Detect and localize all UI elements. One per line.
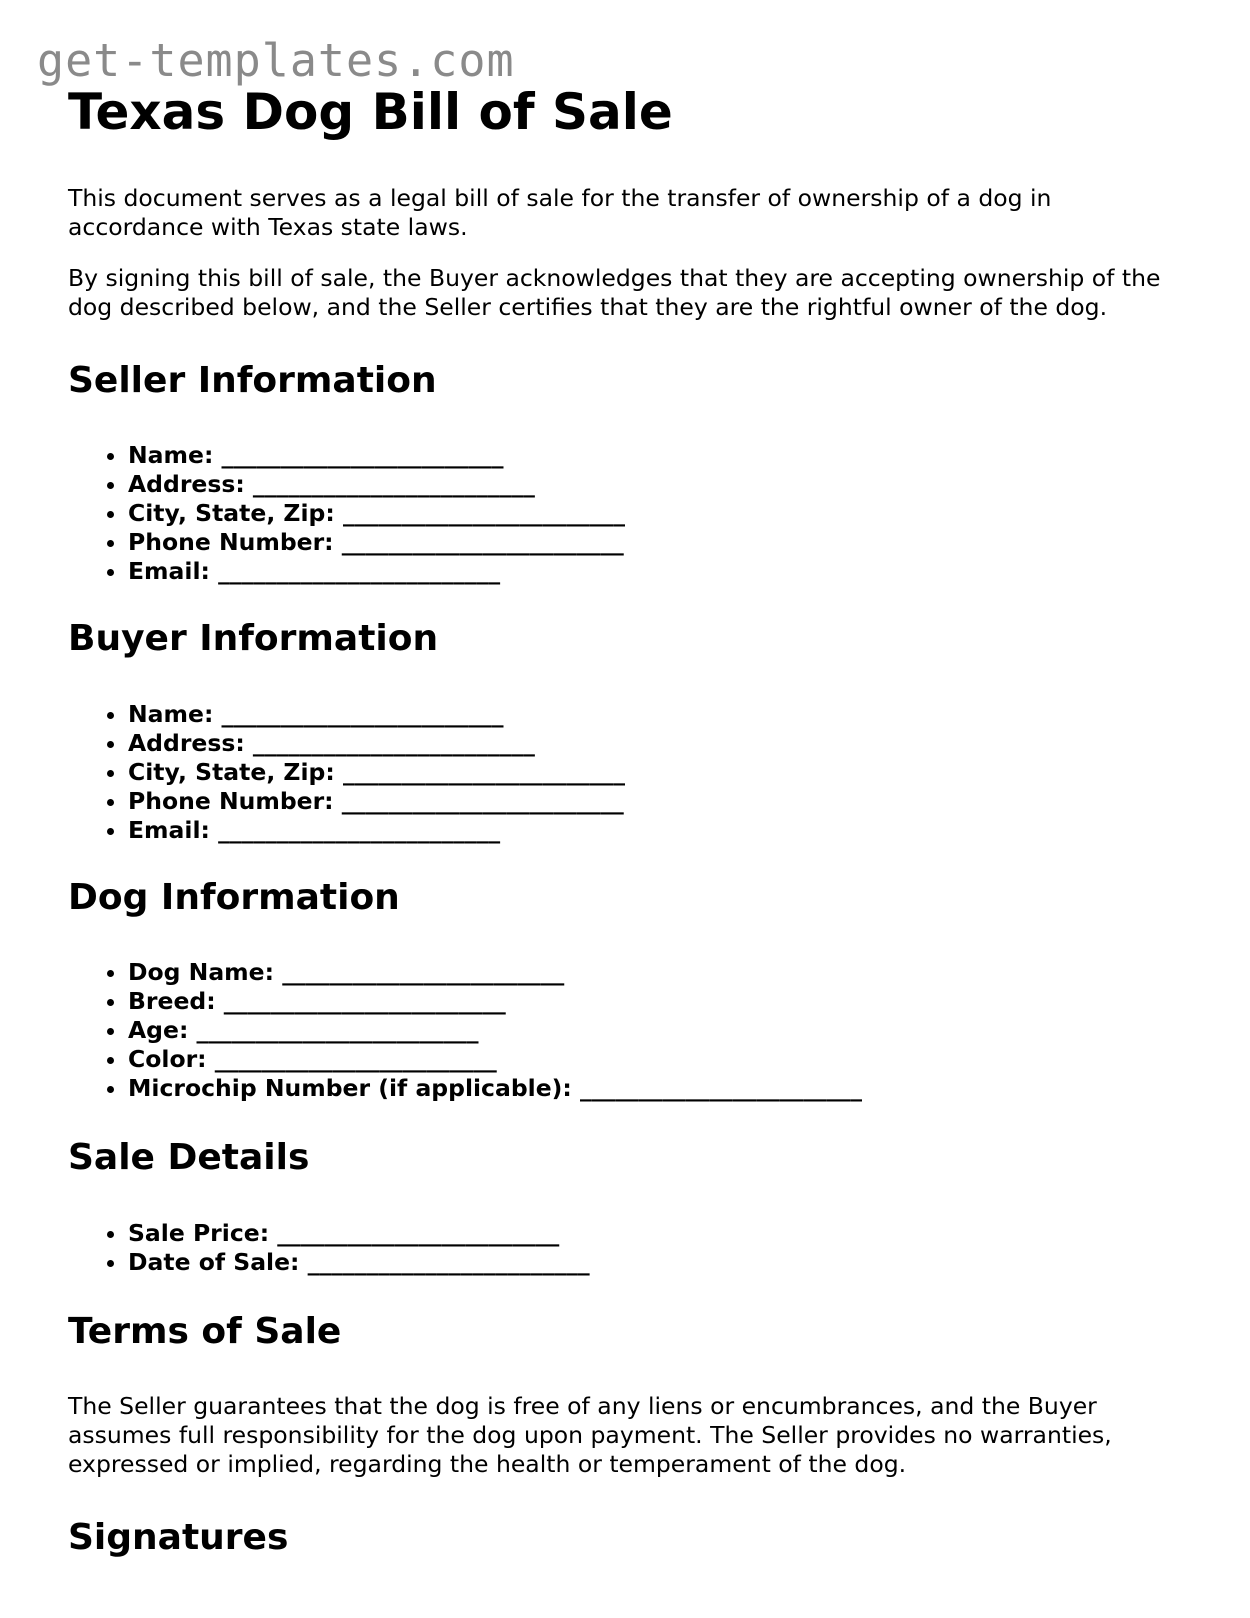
buyer-name-field[interactable]: • Name: ________________________ [128,700,1188,729]
dog-field-list [68,958,1188,1103]
dog-name-field[interactable]: • Dog Name: ________________________ [128,958,1188,987]
dog-heading: Dog Information [68,876,400,918]
dog-color-field[interactable]: • Color: ________________________ [128,1045,1188,1074]
sale-date-field[interactable]: • Date of Sale: ________________________ [128,1248,1188,1277]
seller-email-field[interactable]: • Email: ________________________ [128,557,1188,586]
dog-microchip-field[interactable]: • Microchip Number (if applicable): ________________________ [128,1074,1188,1103]
sale-field-list [68,1219,1188,1277]
document-title: Texas Dog Bill of Sale [68,83,673,141]
buyer-phone-field[interactable]: • Phone Number: ________________________ [128,787,1188,816]
buyer-address-field[interactable]: • Address: ________________________ [128,729,1188,758]
watermark-text: get-templates.com [37,34,515,87]
terms-heading: Terms of Sale [68,1310,342,1352]
dog-age-field[interactable]: • Age: ________________________ [128,1016,1188,1045]
buyer-heading: Buyer Information [68,618,439,660]
document-body [68,82,1188,1598]
sale-price-field[interactable]: • Sale Price: ________________________ [128,1219,1188,1248]
dog-breed-field[interactable]: • Breed: ________________________ [128,987,1188,1016]
seller-name-field[interactable]: • Name: ________________________ [128,441,1188,470]
terms-paragraph: The Seller guarantees that the dog is free of any liens or encumbrances, and the Buyer assumes full responsibility for the dog upon payment. The Seller provides no warranties, expressed or implied, regarding the health or temperament of the dog. [68,1391,1112,1478]
intro-paragraph-2: By signing this bill of sale, the Buyer acknowledges that they are accepting ownership of the dog described below, and the Seller certifies that they are the rightful owner of the dog. [68,264,1161,321]
buyer-field-list [68,700,1188,845]
buyer-email-field[interactable]: • Email: ________________________ [128,816,1188,845]
seller-city-state-zip-field[interactable]: • City, State, Zip: ________________________ [128,499,1188,528]
sale-heading: Sale Details [68,1137,310,1179]
seller-field-list [68,441,1188,586]
seller-phone-field[interactable]: • Phone Number: ________________________ [128,528,1188,557]
seller-address-field[interactable]: • Address: ________________________ [128,470,1188,499]
intro-paragraph-1: This document serves as a legal bill of sale for the transfer of ownership of a dog in accordance with Texas state laws. [68,184,1052,241]
seller-heading: Seller Information [68,360,437,401]
buyer-city-state-zip-field[interactable]: • City, State, Zip: ________________________ [128,758,1188,787]
signatures-heading: Signatures [68,1516,289,1558]
